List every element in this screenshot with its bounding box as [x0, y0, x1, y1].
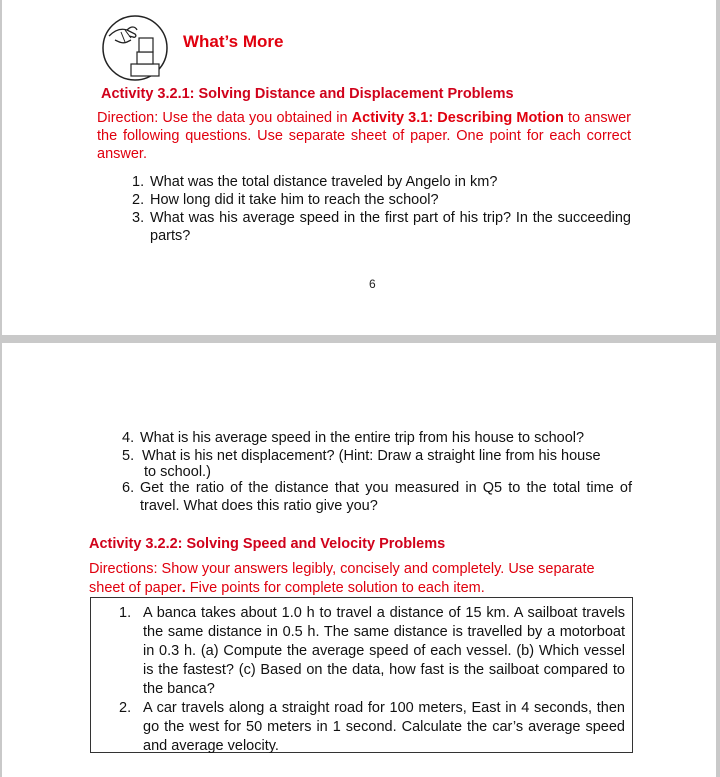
list-item	[132, 173, 631, 191]
direction-text: Directions: Show your answers legibly, concisely and completely. Use separate sheet of paper	[89, 561, 595, 596]
item-text: A banca takes about 1.0 h to travel a distance of 15 km. A sailboat travels the same distance in 0.5 h. The same distance is travelled by a motorboat in 0.3 h. (a) Compute the average speed of each vessel. (b) Which vessel is the fastest? (c) Based on the data, how fast is the sailboat compared to the banca?	[143, 605, 625, 697]
direction-activity-ref: Activity 3.1: Describing Motion	[351, 110, 564, 126]
item-number: 2.	[119, 700, 132, 716]
question-list-continued	[122, 429, 632, 515]
item-text: What was the total distance traveled by Angelo in km?	[150, 174, 498, 190]
page-number: 6	[369, 277, 376, 291]
problem-box	[90, 597, 633, 753]
activity-direction	[97, 109, 631, 163]
list-item	[122, 447, 632, 479]
section-title: What’s More	[183, 32, 284, 51]
direction-text-end: to answer the following questions. Use separate sheet of paper. One point for each correct answer.	[97, 110, 631, 162]
item-number: 4.	[122, 430, 135, 446]
question-list	[132, 173, 631, 245]
problem-list	[119, 604, 625, 756]
direction-period: .	[181, 580, 186, 596]
item-text: Get the ratio of the distance that you measured in Q5 to the total time of travel. What does this ratio give you?	[140, 480, 632, 514]
item-number: 6.	[122, 480, 135, 496]
item-text-continued: to school.)	[144, 464, 211, 480]
item-number: 1.	[119, 605, 132, 621]
item-text: How long did it take him to reach the school?	[150, 192, 439, 208]
whats-more-icon	[101, 14, 169, 82]
item-text: What is his average speed in the entire trip from his house to school?	[140, 430, 585, 446]
activity-title: Activity 3.2.1: Solving Distance and Displacement Problems	[101, 86, 514, 102]
direction-text-end: Five points for complete solution to each item.	[185, 580, 485, 596]
list-item	[122, 479, 632, 515]
page-1	[2, 0, 716, 335]
page-2	[2, 343, 716, 777]
item-text: A car travels along a straight road for 100 meters, East in 4 seconds, then go the west for 50 meters in 1 second. Calculate the car’s average speed and average velocity.	[143, 700, 625, 754]
list-item	[132, 191, 631, 209]
activity-title: Activity 3.2.2: Solving Speed and Velocity Problems	[89, 536, 446, 552]
list-item	[119, 699, 625, 756]
item-number: 5.	[122, 448, 135, 464]
item-number: 1.	[132, 174, 145, 190]
item-number: 3.	[132, 210, 145, 226]
activity-direction	[89, 560, 609, 598]
list-item	[122, 429, 632, 447]
list-item	[119, 604, 625, 699]
item-number: 2.	[132, 192, 145, 208]
item-text: What is his net displacement? (Hint: Draw a straight line from his house	[142, 448, 601, 464]
item-text: What was his average speed in the first part of his trip? In the succeeding parts?	[150, 210, 631, 244]
direction-text: Direction: Use the data you obtained in	[97, 110, 352, 126]
list-item	[132, 209, 631, 245]
